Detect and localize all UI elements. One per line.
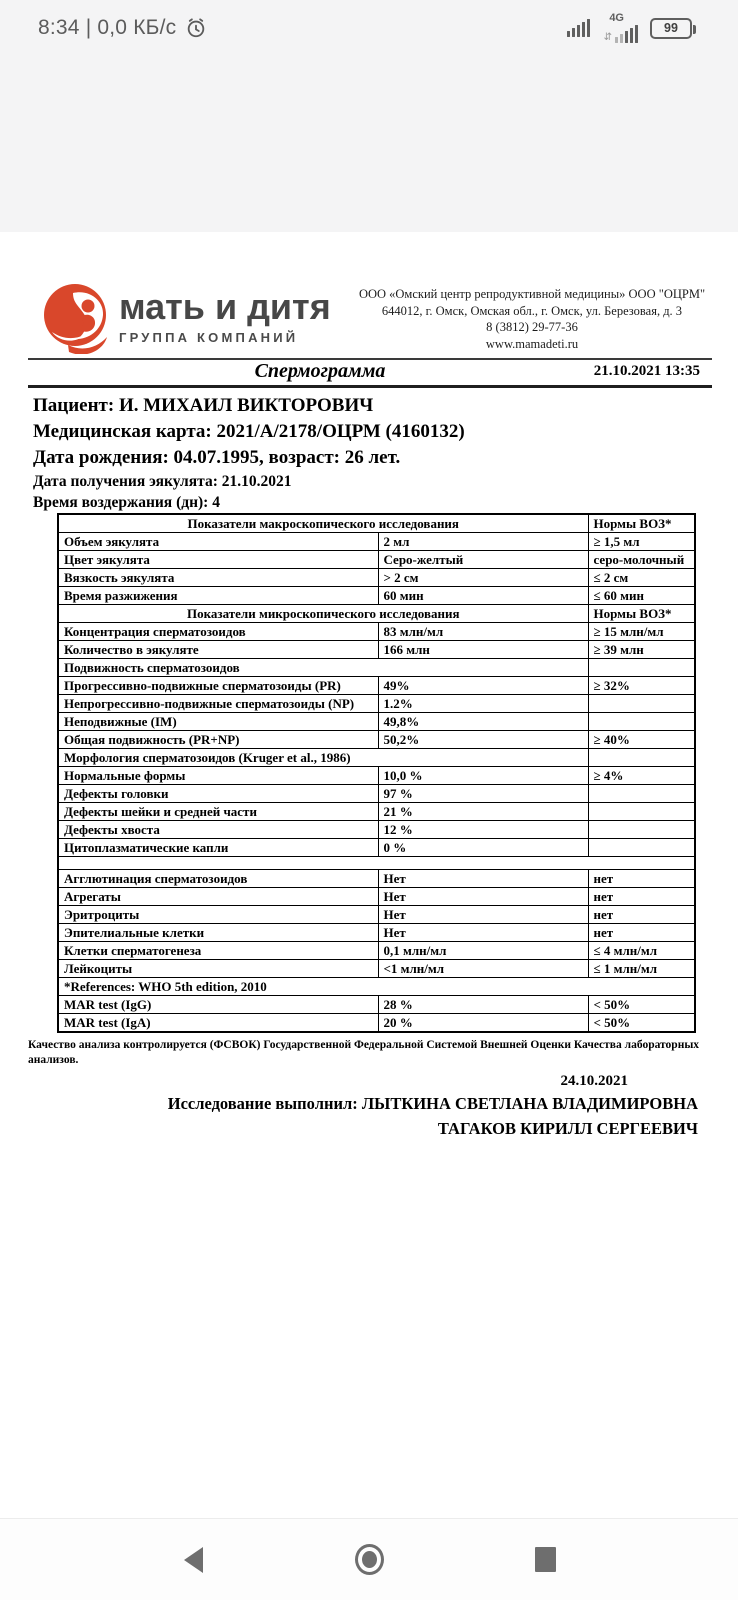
norm-cell xyxy=(588,659,695,677)
table-row xyxy=(58,767,695,785)
table-row xyxy=(58,569,695,587)
param-cell: *References: WHO 5th edition, 2010 xyxy=(58,978,695,996)
norm-cell: ≤ 1 млн/мл xyxy=(588,960,695,978)
value-cell: 49% xyxy=(378,677,588,695)
patient-info xyxy=(33,393,465,513)
param-cell: Дефекты хвоста xyxy=(58,821,378,839)
status-bar xyxy=(0,0,738,56)
battery-icon xyxy=(650,18,692,39)
param-cell: Дефекты головки xyxy=(58,785,378,803)
performed-by xyxy=(0,1091,738,1141)
value-cell: Нет xyxy=(378,924,588,942)
table-row xyxy=(58,924,695,942)
value-cell: 49,8% xyxy=(378,713,588,731)
param-cell: Дефекты шейки и средней части xyxy=(58,803,378,821)
value-cell: 97 % xyxy=(378,785,588,803)
table-row xyxy=(58,713,695,731)
norm-cell: Нормы ВОЗ* xyxy=(588,514,695,533)
norm-cell: < 50% xyxy=(588,996,695,1014)
value-cell: 60 мин xyxy=(378,587,588,605)
data-activity-icon: ⇵ xyxy=(603,32,612,43)
value-cell: 0 % xyxy=(378,839,588,857)
table-row xyxy=(58,942,695,960)
norm-cell xyxy=(588,821,695,839)
patient-info-line: Пациент: И. МИХАИЛ ВИКТОРОВИЧ xyxy=(33,395,374,416)
value-cell: 0,1 млн/мл xyxy=(378,942,588,960)
norm-cell xyxy=(588,713,695,731)
norm-cell: нет xyxy=(588,906,695,924)
param-cell: Подвижность сперматозоидов xyxy=(58,659,588,677)
value-cell: Серо-желтый xyxy=(378,551,588,569)
norm-cell: серо-молочный xyxy=(588,551,695,569)
title-underline xyxy=(28,385,712,388)
param-cell: Непрогрессивно-подвижные сперматозоиды (NP) xyxy=(58,695,378,713)
norm-cell xyxy=(588,785,695,803)
report-datetime: 21.10.2021 13:35 xyxy=(593,363,700,379)
patient-info-line: Дата получения эякулята: 21.10.2021 xyxy=(33,473,292,490)
table-row xyxy=(58,821,695,839)
norm-cell: нет xyxy=(588,888,695,906)
document-photo[interactable] xyxy=(0,232,738,1518)
param-cell: Морфология сперматозоидов (Kruger et al., 1986) xyxy=(58,749,588,767)
battery-percent: 99 xyxy=(664,21,678,35)
param-cell: Цвет эякулята xyxy=(58,551,378,569)
param-cell: Объем эякулята xyxy=(58,533,378,551)
table-row xyxy=(58,514,695,533)
param-cell: Время разжижения xyxy=(58,587,378,605)
param-cell: MAR test (IgA) xyxy=(58,1014,378,1033)
table-row xyxy=(58,785,695,803)
param-cell: Вязкость эякулята xyxy=(58,569,378,587)
value-cell: 10,0 % xyxy=(378,767,588,785)
organization-info-line: ООО «Омский центр репродуктивной медицины» ООО "ОЦРМ" xyxy=(358,287,706,301)
result-date: 24.10.2021 xyxy=(560,1073,628,1089)
value-cell: > 2 см xyxy=(378,569,588,587)
android-navigation-bar xyxy=(0,1518,738,1600)
norm-cell: ≥ 39 млн xyxy=(588,641,695,659)
norm-cell xyxy=(588,695,695,713)
norm-cell: Нормы ВОЗ* xyxy=(588,605,695,623)
table-row xyxy=(58,978,695,996)
organization-info xyxy=(334,286,730,352)
norm-cell: ≥ 4% xyxy=(588,767,695,785)
norm-cell xyxy=(588,749,695,767)
section-header-cell: Показатели макроскопического исследования xyxy=(58,514,588,533)
home-button[interactable] xyxy=(347,1538,391,1582)
param-cell: Эпителиальные клетки xyxy=(58,924,378,942)
quality-control-note: Качество анализа контролируется (ФСВОК) Государственной Федеральной Системой Внешней Оценки Качества лабораторных анализов. xyxy=(28,1039,700,1066)
table-row xyxy=(58,605,695,623)
organization-info-line: www.mamadeti.ru xyxy=(485,336,579,351)
value-cell: 2 мл xyxy=(378,533,588,551)
table-row xyxy=(58,996,695,1014)
network-type-label: 4G xyxy=(609,12,624,24)
norm-cell: < 50% xyxy=(588,1014,695,1033)
table-row xyxy=(58,695,695,713)
table-row xyxy=(58,677,695,695)
table-row xyxy=(58,731,695,749)
table-row xyxy=(58,857,695,870)
param-cell: Агрегаты xyxy=(58,888,378,906)
back-icon xyxy=(184,1547,203,1573)
param-cell: Лейкоциты xyxy=(58,960,378,978)
value-cell: 28 % xyxy=(378,996,588,1014)
param-cell: Нормальные формы xyxy=(58,767,378,785)
norm-cell xyxy=(588,803,695,821)
alarm-clock-icon xyxy=(185,17,207,39)
param-cell: Эритроциты xyxy=(58,906,378,924)
param-cell: MAR test (IgG) xyxy=(58,996,378,1014)
table-row xyxy=(58,1014,695,1033)
param-cell: Клетки сперматогенеза xyxy=(58,942,378,960)
param-cell: Агглютинация сперматозоидов xyxy=(58,870,378,888)
brand-subtitle: ГРУППА КОМПАНИЙ xyxy=(119,330,299,345)
norm-cell: ≥ 32% xyxy=(588,677,695,695)
logo-text-block xyxy=(119,288,331,345)
value-cell: 166 млн xyxy=(378,641,588,659)
table-row xyxy=(58,839,695,857)
table-row xyxy=(58,587,695,605)
norm-cell xyxy=(588,839,695,857)
value-cell: Нет xyxy=(378,888,588,906)
value-cell: 21 % xyxy=(378,803,588,821)
value-cell: 83 млн/мл xyxy=(378,623,588,641)
table-row xyxy=(58,749,695,767)
value-cell: 1.2% xyxy=(378,695,588,713)
table-row xyxy=(58,659,695,677)
spacer-cell xyxy=(58,857,695,870)
recents-button[interactable] xyxy=(523,1538,567,1582)
norm-cell: ≥ 15 млн/мл xyxy=(588,623,695,641)
status-time-and-speed: 8:34 | 0,0 КБ/с xyxy=(38,16,177,39)
table-row xyxy=(58,888,695,906)
norm-cell: ≤ 4 млн/мл xyxy=(588,942,695,960)
table-row xyxy=(58,641,695,659)
param-cell: Прогрессивно-подвижные сперматозоиды (PR) xyxy=(58,677,378,695)
norm-cell: ≤ 60 мин xyxy=(588,587,695,605)
mother-and-child-logo-icon xyxy=(40,282,116,354)
mobile-network-icon xyxy=(604,13,638,43)
norm-cell: ≤ 2 см xyxy=(588,569,695,587)
results-table xyxy=(57,513,696,1033)
value-cell: 20 % xyxy=(378,1014,588,1033)
param-cell: Неподвижные (IM) xyxy=(58,713,378,731)
table-row xyxy=(58,533,695,551)
home-icon xyxy=(355,1544,384,1575)
section-header-cell: Показатели микроскопического исследования xyxy=(58,605,588,623)
value-cell: <1 млн/мл xyxy=(378,960,588,978)
table-row xyxy=(58,906,695,924)
param-cell: Общая подвижность (PR+NP) xyxy=(58,731,378,749)
value-cell: 12 % xyxy=(378,821,588,839)
table-row xyxy=(58,803,695,821)
organization-info-line: 8 (3812) 29-77-36 xyxy=(486,320,578,334)
value-cell: Нет xyxy=(378,906,588,924)
viewer-background xyxy=(0,0,738,232)
patient-info-line: Медицинская карта: 2021/А/2178/ОЦРМ (4160132) xyxy=(33,421,465,442)
param-cell: Количество в эякуляте xyxy=(58,641,378,659)
patient-info-line: Время воздержания (дн): 4 xyxy=(33,494,220,511)
value-cell: 50,2% xyxy=(378,731,588,749)
norm-cell: нет xyxy=(588,924,695,942)
table-row xyxy=(58,870,695,888)
brand-name: мать и дитя xyxy=(119,286,331,327)
param-cell: Цитоплазматические капли xyxy=(58,839,378,857)
table-row xyxy=(58,960,695,978)
recents-icon xyxy=(535,1547,556,1572)
performer-line: ТАГАКОВ КИРИЛЛ СЕРГЕЕВИЧ xyxy=(437,1119,698,1138)
back-button[interactable] xyxy=(171,1538,215,1582)
table-row xyxy=(58,623,695,641)
signal-strength-icon-2 xyxy=(615,25,638,43)
norm-cell: ≥ 1,5 мл xyxy=(588,533,695,551)
value-cell: Нет xyxy=(378,870,588,888)
norm-cell: нет xyxy=(588,870,695,888)
norm-cell: ≥ 40% xyxy=(588,731,695,749)
report-title: Спермограмма xyxy=(254,360,386,382)
signal-strength-icon xyxy=(567,19,590,37)
organization-info-line: 644012, г. Омск, Омская обл., г. Омск, ул. Березовая, д. 3 xyxy=(381,303,683,318)
performer-line: Исследование выполнил: ЛЫТКИНА СВЕТЛАНА ВЛАДИМИРОВНА xyxy=(167,1094,698,1113)
patient-info-line: Дата рождения: 04.07.1995, возраст: 26 лет. xyxy=(33,447,401,468)
table-row xyxy=(58,551,695,569)
param-cell: Концентрация сперматозоидов xyxy=(58,623,378,641)
